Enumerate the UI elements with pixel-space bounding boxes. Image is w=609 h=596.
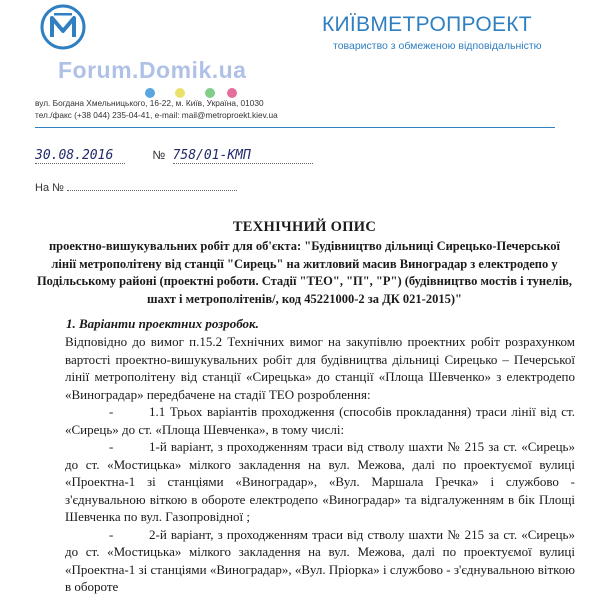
list-bullet: - xyxy=(109,439,114,454)
company-name: КИЇВМЕТРОПРОЕКТ xyxy=(322,13,532,36)
list-item xyxy=(65,526,575,596)
address-line: вул. Богдана Хмельницького, 16-22, м. Київ, Україна, 01030 xyxy=(35,98,264,108)
list-item-text: 1-й варіант, з проходженням траси від стволу шахти № 215 за ст. «Сирець» до ст. «Мостицька» мілкого закладення на вул. Межова, далі по проектуємої вулиці «Проектна-1 зі станціями «Виноградар», «Вул. Маршала Гречка» і службово - з'єднувальною віткою в обороте електродепо «Виноградар» та відгалуженням в бік Площі Шевченка по вул. Газопровідної ; xyxy=(65,439,575,524)
metro-m-logo-icon xyxy=(40,4,86,50)
list-bullet: - xyxy=(109,526,114,542)
reply-to-label: На № xyxy=(35,182,64,194)
watermark: Forum.Domik.ua xyxy=(58,57,247,83)
header-divider xyxy=(35,127,555,128)
document-title: ТЕХНІЧНИЙ ОПИС xyxy=(232,219,377,235)
reply-to-line xyxy=(35,180,237,194)
number-label: № xyxy=(152,148,166,162)
list-item xyxy=(65,438,575,526)
list-item xyxy=(65,403,575,438)
list-item-text: 2-й варіант, з проходженням траси від стволу шахти № 215 за ст. «Сирець» до ст. «Мостицька» мілкого закладення на вул. Межова, далі по проектуємої вулиці «Проектна-1 зі станціями «Виноградар», «Вул. Пріорка» і службово - з'єднувальною віткою в обороте xyxy=(65,526,575,594)
section-heading: 1. Варіанти проектних розробок. xyxy=(66,316,259,331)
document-subtitle: проектно-вишукувальних робіт для об'єкта: "Будівництво дільниці Сирецько-Печерської лінії метрополітену від станції "Сирець" на житловий масив Виноградар з електродепо у Подільському районі (проектні роботи. Стадії "ТЕО", "П", "Р") (будівництво мостів і тунелів, шахт і метрополітенів/, код 45221000-2 за ДК 021-2015)" xyxy=(36,239,573,306)
list-item-text: 1.1 Трьох варіантів проходження (способів прокладання) траси лінії від ст. «Сирець» до ст. «Площа Шевченка», в тому числі: xyxy=(65,404,575,437)
reply-to-field xyxy=(67,180,237,191)
list-bullet: - xyxy=(109,404,114,419)
document-date: 30.08.2016 xyxy=(35,148,125,164)
reference-line xyxy=(35,148,313,164)
address-block xyxy=(35,97,278,121)
document-body xyxy=(65,333,575,596)
contact-line: тел./факс (+38 044) 235-04-41, e-mail: mail@metroproekt.kiev.ua xyxy=(35,110,278,120)
document-number: 758/01-КМП xyxy=(173,148,313,164)
company-subtitle: товариство з обмеженою відповідальністю xyxy=(333,40,542,52)
intro-paragraph: Відповідно до вимог п.15.2 Технічних вимог на закупівлю проектних робіт розрахунком вартості проектно-вишукувальних робіт для будівництва дільниці Сирецько – Печерської лінії метрополітену від станції «Сирецька» до станції «Площа Шевченко» з електродепо «Виноградар» передбачене на стадії ТЕО розроблення: xyxy=(65,334,575,402)
